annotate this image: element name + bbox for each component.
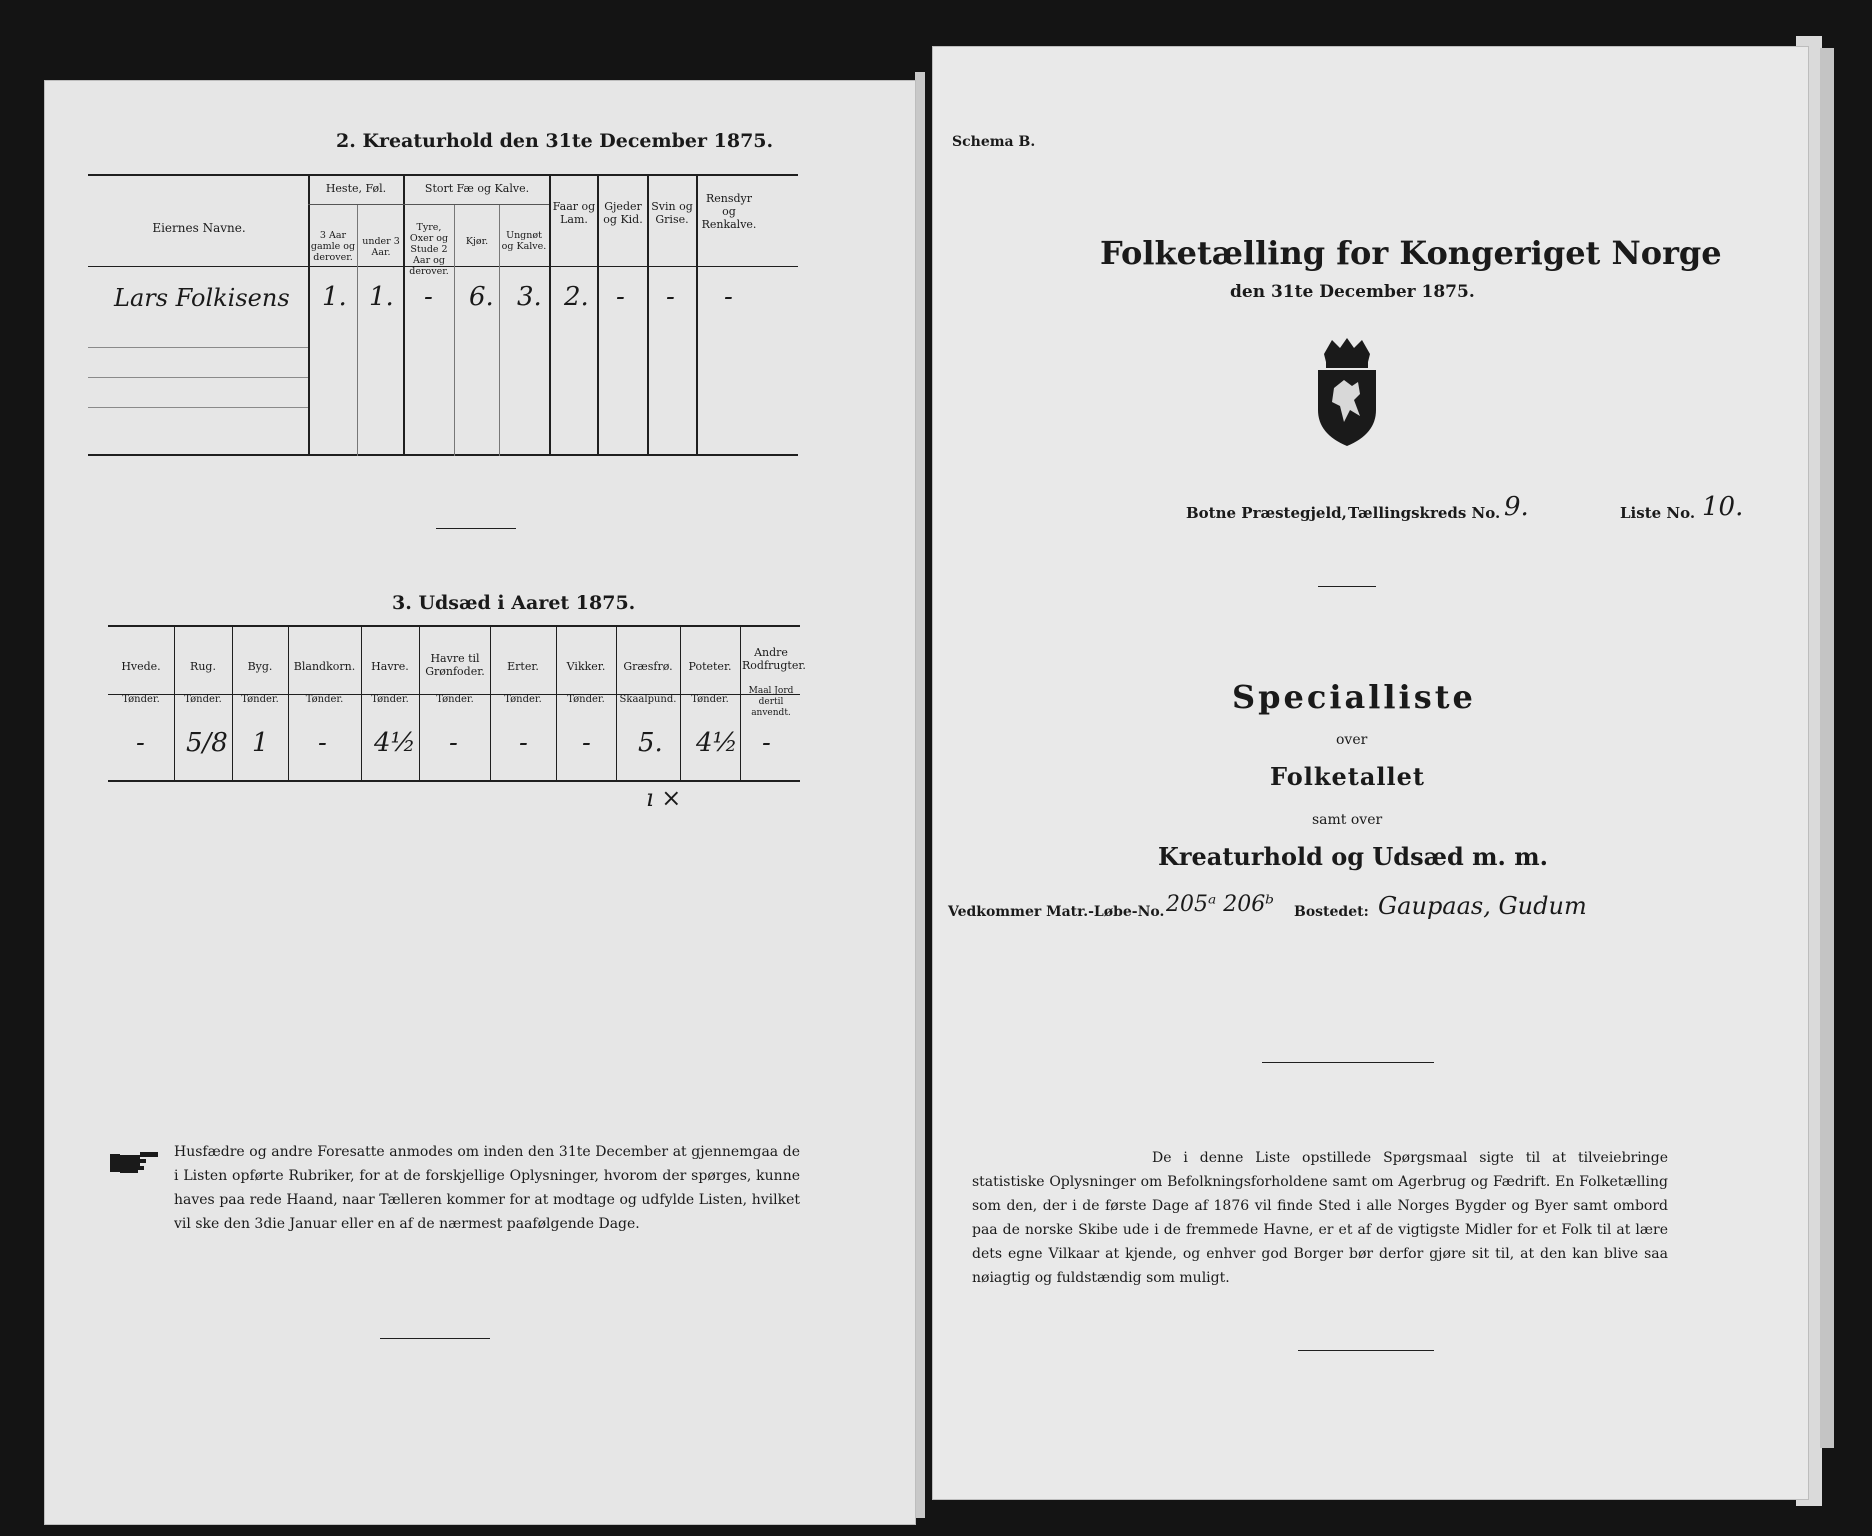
table-rule xyxy=(88,454,798,456)
separator xyxy=(1318,586,1376,587)
udsaed-header: Hvede. xyxy=(121,660,161,673)
main-title: Folketælling for Kongeriget Norge xyxy=(1100,234,1722,272)
udsaed-unit: Tønder. xyxy=(184,694,222,705)
table-rule xyxy=(108,625,800,627)
left-page xyxy=(44,80,916,1525)
udsaed-unit: Maal Jord dertil anvendt. xyxy=(748,686,794,718)
kreatur-value: - xyxy=(424,282,433,312)
heste-header: Heste, Føl. xyxy=(325,182,387,195)
row-rule xyxy=(88,407,308,408)
col-rule xyxy=(499,204,500,456)
page-edge xyxy=(1820,48,1834,1448)
udsaed-value: 5. xyxy=(638,728,663,758)
liste-label: Liste No. xyxy=(1620,504,1696,522)
bostedet-label: Bostedet: xyxy=(1294,904,1369,920)
udsaed-unit: Tønder. xyxy=(241,694,279,705)
col-rule xyxy=(597,174,599,456)
sub-rule xyxy=(308,204,403,205)
stort-fae-header: Stort Fæ og Kalve. xyxy=(424,182,530,195)
udsaed-value: 4½ xyxy=(696,728,738,758)
separator xyxy=(436,528,516,529)
notice-text: Husfædre og andre Foresatte anmodes om inden den 31te December at gjennemgaa de i Listen opførte Rubriker, for at de forskjellige Oplysninger, hvorom der spørges, kunne haves paa rede Haand, naar Tælleren kommer for at modtage og udfylde Listen, hvilket vil ske den 3die Januar eller en af de nærmest paafølgende Dage. xyxy=(174,1144,800,1232)
udsaed-unit: Tønder. xyxy=(371,694,409,705)
col-rule xyxy=(419,625,420,782)
gjeder-header: Gjeder og Kid. xyxy=(603,200,643,226)
col-rule xyxy=(740,625,741,782)
udsaed-unit: Tønder. xyxy=(436,694,474,705)
col-rule xyxy=(308,174,310,456)
samt-over-label: samt over xyxy=(1312,812,1383,828)
udsaed-header: Poteter. xyxy=(688,660,732,673)
udsaed-unit: Tønder. xyxy=(567,694,605,705)
pointing-hand-icon xyxy=(110,1150,160,1176)
schema-label: Schema B. xyxy=(952,134,1036,150)
owner-col-header: Eiernes Navne. xyxy=(152,221,246,235)
udsaed-unit: Tønder. xyxy=(504,694,542,705)
udsaed-header: Havre. xyxy=(371,660,409,673)
prestegjeld-label: Botne Præstegjeld, xyxy=(1186,504,1347,522)
udsaed-header: Havre til Grønfoder. xyxy=(425,652,485,678)
stort-sub-a: Tyre, Oxer og Stude 2 Aar og derover. xyxy=(409,222,449,277)
udsaed-unit: Skaalpund. xyxy=(619,694,677,705)
udsaed-value: - xyxy=(519,728,528,758)
owner-name: Lars Folkisens xyxy=(114,284,290,312)
page-edge xyxy=(915,72,925,1518)
udsaed-value: - xyxy=(449,728,458,758)
stort-sub-c: Ungnøt og Kalve. xyxy=(501,230,547,252)
col-rule xyxy=(454,204,455,456)
kreatur-value: 6. xyxy=(469,282,494,312)
separator xyxy=(380,1338,490,1339)
section3-title: 3. Udsæd i Aaret 1875. xyxy=(392,592,636,614)
udsaed-unit: Tønder. xyxy=(122,694,160,705)
kreatur-value: 1. xyxy=(369,282,394,312)
row-rule xyxy=(88,347,308,348)
kreatur-value: 3. xyxy=(517,282,542,312)
date-line: den 31te December 1875. xyxy=(1230,282,1475,302)
stort-sub-b: Kjør. xyxy=(465,236,489,247)
matr-value: 205ᵃ 206ᵇ xyxy=(1166,892,1275,917)
heste-sub-a: 3 Aar gamle og derover. xyxy=(310,230,356,263)
udsaed-unit: Tønder. xyxy=(305,694,344,705)
bostedet-value: Gaupaas, Gudum xyxy=(1378,892,1587,920)
sub-rule xyxy=(403,204,549,205)
specialliste-heading: Specialliste xyxy=(1232,678,1476,716)
kreatur-value: - xyxy=(666,282,675,312)
rensdyr-header: Rensdyr og Renkalve. xyxy=(701,192,757,231)
col-rule xyxy=(357,204,358,456)
kreds-value: 9. xyxy=(1504,492,1529,522)
svin-header: Svin og Grise. xyxy=(651,200,693,226)
udsaed-value: - xyxy=(136,728,145,758)
liste-value: 10. xyxy=(1702,492,1744,522)
udsaed-value: 5/8 xyxy=(186,728,228,758)
kreatur-value: - xyxy=(616,282,625,312)
udsaed-header: Græsfrø. xyxy=(623,660,673,673)
row-rule xyxy=(88,377,308,378)
col-rule xyxy=(403,174,405,456)
intro-paragraph: De i denne Liste opstillede Spørgsmaal sigte til at tilveiebringe statistiske Oplysninger om Befolkningsforholdene samt om Agerbrug og Fædrift. En Folketælling som den, der i de første Dage af 1876 vil finde Sted i alle Norges Bygder og Byer samt ombord paa de norske Skibe ude i de fremmede Havne, er et af de vigtigste Midler for et Folk til at lære dets egne Vilkaar at kjende, og enhver god Borger bør derfor gjøre sit til, at den kan blive saa nøiagtig og fuldstændig som muligt. xyxy=(972,1150,1668,1286)
udsaed-value: 1 xyxy=(252,728,269,758)
table-rule xyxy=(88,174,798,176)
udsaed-unit: Tønder. xyxy=(691,694,729,705)
col-rule xyxy=(696,174,698,456)
faar-header: Faar og Lam. xyxy=(552,200,596,226)
udsaed-header: Rug. xyxy=(190,660,216,673)
udsaed-header: Erter. xyxy=(507,660,539,673)
kreatur-value: - xyxy=(724,282,733,312)
check-marks: ı × xyxy=(646,784,682,812)
kreatur-value: 1. xyxy=(322,282,347,312)
separator xyxy=(1298,1350,1434,1351)
udsaed-header: Vikker. xyxy=(566,660,606,673)
folketallet-heading: Folketallet xyxy=(1270,762,1425,791)
udsaed-value: 4½ xyxy=(374,728,416,758)
matr-label: Vedkommer Matr.-Løbe-No. xyxy=(948,904,1165,920)
coat-of-arms-icon xyxy=(1310,336,1384,448)
separator xyxy=(1262,1062,1434,1063)
udsaed-header: Andre Rodfrugter. xyxy=(742,646,806,672)
udsaed-header: Blandkorn. xyxy=(293,660,356,673)
kreds-label: Tællingskreds No. xyxy=(1348,504,1501,522)
table-rule xyxy=(108,780,800,782)
udsaed-value: - xyxy=(582,728,591,758)
udsaed-header: Byg. xyxy=(247,660,273,673)
kreaturhold-heading: Kreaturhold og Udsæd m. m. xyxy=(1158,842,1548,871)
kreatur-value: 2. xyxy=(564,282,589,312)
over-label: over xyxy=(1336,732,1368,748)
right-page xyxy=(932,46,1809,1500)
heste-sub-b: under 3 Aar. xyxy=(362,236,400,258)
udsaed-value: - xyxy=(318,728,327,758)
udsaed-value: - xyxy=(762,728,771,758)
section2-title: 2. Kreaturhold den 31te December 1875. xyxy=(336,130,774,152)
